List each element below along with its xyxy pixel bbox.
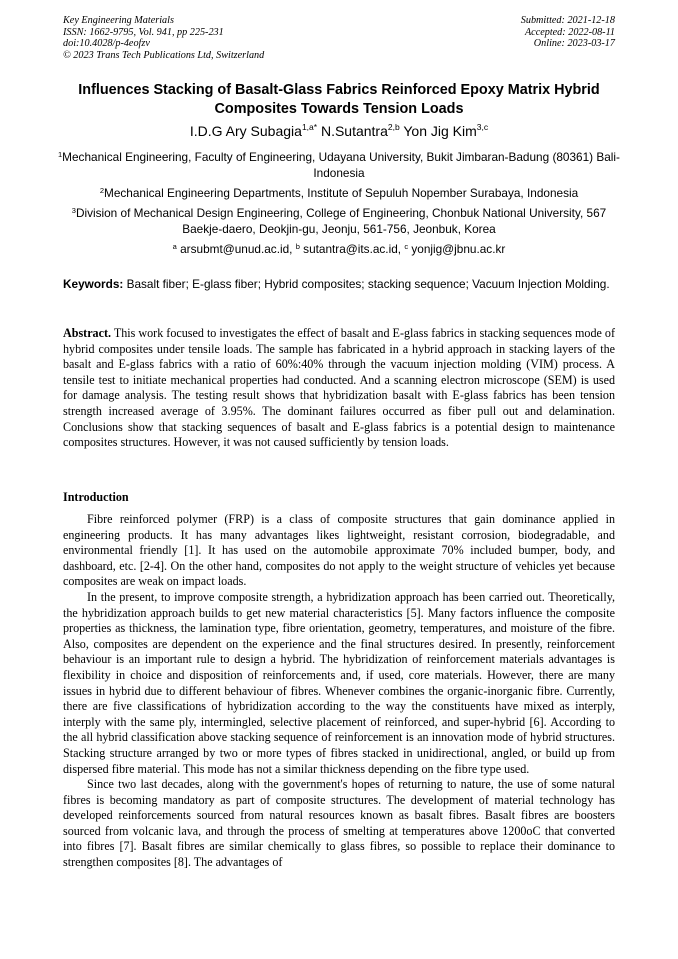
affiliation-text: Division of Mechanical Design Engineering, College of Engineering, Chonbuk National University, 567 Baekje-daero, Deokjin-gu, Jeonju, 561-756, Jeonbuk, Korea <box>75 206 607 236</box>
email-mark: c <box>404 242 409 251</box>
email-mark: a <box>172 242 177 251</box>
section-heading: Introduction <box>63 490 129 504</box>
affiliation-text: Mechanical Engineering Departments, Institute of Sepuluh Nopember Surabaya, Indonesia <box>104 186 579 200</box>
paragraph: Fibre reinforced polymer (FRP) is a class of composite structures that gain dominance applied in engineering products. It has many advantages likes lightweight, resistant corrosion, biodegradable, and environmental friendly [1]. It has used on the automobile approximate 70% included bumper, body, and dashboard, etc. [2-4]. On the other hand, composites do not apply to the weight structure of vehicles yet because composites are weak on impact loads. <box>63 512 615 589</box>
date-online: Online: 2023-03-17 <box>533 38 615 50</box>
keywords <box>63 277 615 293</box>
paragraph: In the present, to improve composite strength, a hybridization approach has been carried out. Theoretically, the hybridization approach builds to get new material characteristics [5]. Many factors influence the composite properties as thickness, the lamination type, fibre orientation, geometry, temperatures, and moisture of the fibre. Also, composites are dependent on the experience and the final structures desired. In presently, reinforcement behaviour is an important rule to design a hybrid. The hybridization of reinforcement materials advantages is flexibility in choice and disposition of reinforcements and, if used, core materials. However, there are many issues in hybrid due to different behaviour of fibres. Whenever combines the organic-inorganic fibre. Currently, there are five classifications of hybridization according to the way the constituents have mixed as interply, interply with the same ply, intermingled, selective placement of reinforced, and super-hybrid [6]. According to the all hybrid classification above stacking sequence of reinforcement is an innovation mode of hybrid structures. Stacking structure arranged by two or more types of fibres stacked in unidirectional, angled, or build up from dispersed fibre material. This mode has not a similar thickness depending on the fibre type used. <box>63 589 615 776</box>
email-list <box>55 242 623 258</box>
abstract-text: This work focused to investigates the effect of basalt and E-glass fabrics in stacking sequences mode of hybrid composites under tensile loads. The sample has fabricated in a hybrid approach in stacking layers of the basalt and E-glass fabrics with a ratio of 60%:40% through the vacuum injection molding (VIM) process. A tensile test to initiate mechanical properties had conducted. And a scanning electron microscope (SEM) is used for damage analysis. The testing result shows that hybridization basalt with E-glass fabrics has been tension strength increased average of 3.95%. The dominant failures occurred as fiber pull out and delamination. Conclusions show that stacking sequences of basalt and E-glass fabrics is a potential design to maintenance composites structures. However, it was not caused sufficiently by tension loads. <box>63 326 615 450</box>
author-affiliation-mark: 2,b <box>387 122 400 132</box>
keywords-text: Basalt fiber; E-glass fiber; Hybrid composites; stacking sequence; Vacuum Injection Molding. <box>126 277 610 291</box>
author-name: Yon Jig Kim <box>403 123 477 139</box>
author-name: N.Sutantra <box>320 123 388 139</box>
date-accepted: Accepted: 2022-08-11 <box>524 26 615 38</box>
keywords-label: Keywords: <box>63 277 124 291</box>
email-address[interactable]: yonjig@jbnu.ac.kr <box>411 242 506 256</box>
email-mark: b <box>295 242 300 251</box>
paragraph: Since two last decades, along with the government's hopes of returning to nature, the use of some natural fibres is becoming mandatory as part of composite structures. The development of material technology has developed reinforcements sourced from natural resources known as basalt fibres. Basalt fibres are boosters sourced from volcanic lava, and through the process of smelting at temperatures above 1200oC that converted into fibres [7]. Basalt fibres are similar chemically to glass fibres, so possible to replace their dominance to strengthen composites [8]. The advantages of <box>63 777 615 870</box>
affiliation <box>55 206 623 237</box>
date-submitted: Submitted: 2021-12-18 <box>520 15 615 26</box>
author-list <box>40 122 638 140</box>
affiliation-mark: 2 <box>99 186 105 195</box>
journal-name: Key Engineering Materials <box>63 15 174 26</box>
journal-header <box>63 15 615 63</box>
affiliation <box>55 186 623 202</box>
introduction-body <box>63 512 615 871</box>
paper-title: Influences Stacking of Basalt-Glass Fabrics Reinforced Epoxy Matrix Hybrid Composites Towards Tension Loads <box>78 82 600 117</box>
journal-info <box>63 15 264 61</box>
journal-issn: ISSN: 1662-9795, Vol. 941, pp 225-231 <box>63 26 224 38</box>
email-address[interactable]: arsubmt@unud.ac.id, <box>180 242 293 256</box>
journal-doi: doi:10.4028/p-4eofzv <box>63 38 150 50</box>
journal-copyright: © 2023 Trans Tech Publications Ltd, Switzerland <box>63 49 265 61</box>
abstract <box>63 326 615 451</box>
affiliation-text: Mechanical Engineering, Faculty of Engineering, Udayana University, Bukit Jimbaran-Badung (80361) Bali-Indonesia <box>62 150 620 180</box>
author-affiliation-mark: 3,c <box>476 122 489 132</box>
affiliation <box>55 150 623 181</box>
affiliation-mark: 3 <box>71 206 76 215</box>
submission-dates <box>521 15 615 50</box>
abstract-label: Abstract. <box>63 326 112 340</box>
author-name: I.D.G Ary Subagia <box>189 123 302 139</box>
affiliation-mark: 1 <box>58 150 63 159</box>
author-affiliation-mark: 1,a* <box>301 122 318 132</box>
email-address[interactable]: sutantra@its.ac.id, <box>303 242 402 256</box>
